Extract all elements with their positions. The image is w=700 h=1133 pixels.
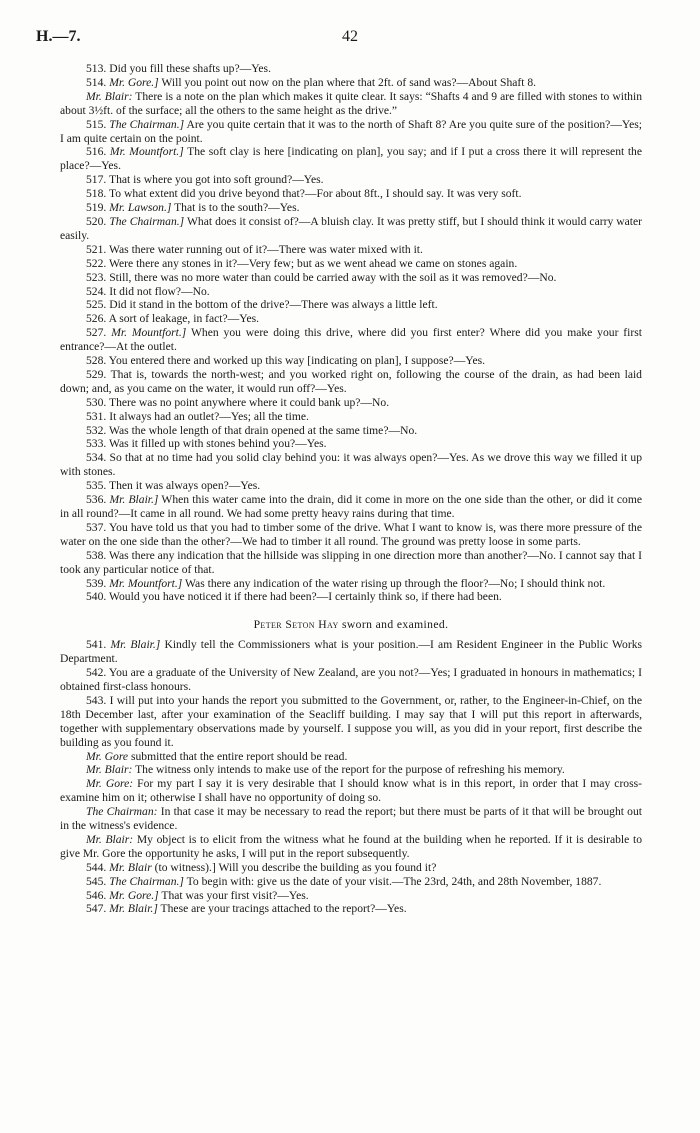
question-paragraph (60, 638, 642, 666)
question-paragraph (60, 118, 642, 146)
question-paragraph (60, 889, 642, 903)
question-text: Was there any indication that the hillside was slipping in one direction more than another?—No. I cannot say that I took any particular notice of that. (60, 548, 642, 576)
question-paragraph (60, 833, 642, 861)
question-text: The witness only intends to make use of the report for the purpose of refreshing his memory. (135, 763, 565, 777)
speaker-name: The Chairman.] (109, 874, 184, 888)
question-text: Was it filled up with stones behind you?—Yes. (109, 437, 327, 451)
question-number: 529. (86, 367, 107, 381)
speaker-name: Mr. Mountfort.] (109, 145, 184, 159)
speaker-name: Mr. Mountfort.] (109, 576, 183, 590)
speaker-name: The Chairman.] (109, 214, 185, 228)
question-paragraph (60, 173, 642, 187)
question-number: 526. (86, 312, 107, 326)
question-text: Still, there was no more water than could be carried away with the soil as it was removed?—No. (109, 270, 557, 284)
testimony-section-2 (60, 638, 642, 916)
question-number: 540. (86, 590, 107, 604)
question-text: To what extent did you drive beyond that?—For about 8ft., I should say. It was very soft. (109, 187, 522, 201)
question-number: 539. (86, 576, 107, 590)
question-text: That was your first visit?—Yes. (161, 888, 309, 902)
speaker-name: Mr. Gore.] (109, 75, 159, 89)
question-paragraph (60, 145, 642, 173)
question-number: 533. (86, 437, 107, 451)
speaker-name: Mr. Gore: (86, 777, 134, 791)
question-number: 542. (86, 666, 107, 680)
question-number: 545. (86, 874, 107, 888)
question-text: These are your tracings attached to the report?—Yes. (160, 902, 407, 916)
question-text: I will put into your hands the report you submitted to the Government, or, rather, to the Engineer-in-Chief, on the 18th December last, after your examination of the Seacliff building. I may say that I will put this report in afterwards, together with supplementary observations made by yourself. I suppose you will, as you did in your report, first describe the building as you found it. (60, 693, 642, 749)
question-paragraph (60, 215, 642, 243)
question-paragraph (60, 861, 642, 875)
document-reference: H.—7. (36, 28, 81, 45)
question-paragraph (60, 493, 642, 521)
question-text: There is a note on the plan which makes it quite clear. It says: “Shafts 4 and 9 are filled with stones to within about 3½ft. of the surface; all the others to the same height as the drive.” (60, 89, 642, 117)
question-paragraph (60, 312, 642, 326)
speaker-name: Mr. Lawson.] (109, 201, 172, 215)
question-number: 525. (86, 298, 107, 312)
question-text: Did you fill these shafts up?—Yes. (109, 62, 271, 75)
question-text: In that case it may be necessary to read the report; but there must be parts of it that will be brought out in the witness's evidence. (60, 805, 642, 833)
question-text: So that at no time had you solid clay behind you: it was always open?—Yes. As we drove this way we filled it up with stones. (60, 451, 642, 479)
question-text: It always had an outlet?—Yes; all the time. (109, 409, 309, 423)
question-paragraph (60, 410, 642, 424)
question-text: Was the whole length of that drain opened at the same time?—No. (109, 423, 418, 437)
speaker-name: Mr. Blair (109, 860, 152, 874)
question-paragraph (60, 902, 642, 916)
question-number: 535. (86, 479, 107, 493)
question-number: 546. (86, 888, 107, 902)
question-number: 519. (86, 201, 107, 215)
question-text: To begin with: give us the date of your visit.—The 23rd, 24th, and 28th November, 1887. (186, 874, 602, 888)
question-text: When this water came into the drain, did it come in more on the one side than the other, or did it come in all round?—It came in all round. We had some pretty heavy rains during that time. (60, 493, 642, 520)
question-text: The soft clay is here [indicating on plan], you say; and if I put a cross there it will represent the place?—Yes. (60, 145, 642, 173)
question-number: 538. (86, 548, 107, 562)
question-paragraph (60, 326, 642, 354)
question-number: 527. (86, 326, 107, 340)
question-text: For my part I say it is very desirable that I should know what is in this report, in order that I may cross-examine him on it; otherwise I shall have no opportunity of doing so. (60, 777, 642, 805)
question-text: submitted that the entire report should be read. (130, 749, 348, 763)
speaker-name: Mr. Mountfort.] (111, 326, 187, 340)
question-number: 537. (86, 520, 107, 534)
speaker-name: Mr. Blair: (86, 89, 133, 103)
question-text: What does it consist of?—A bluish clay. It was pretty stiff, but I should think it would carry water easily. (60, 214, 642, 242)
question-text: There was no point anywhere where it could bank up?—No. (109, 395, 390, 409)
speaker-name: Mr. Blair.] (109, 493, 159, 507)
question-number: 532. (86, 423, 107, 437)
question-text: It did not flow?—No. (109, 284, 210, 298)
question-number: 520. (86, 214, 107, 228)
question-paragraph (60, 805, 642, 833)
question-paragraph (60, 354, 642, 368)
question-paragraph (60, 590, 642, 604)
question-number: 524. (86, 284, 107, 298)
speaker-name: Mr. Blair.] (109, 902, 158, 916)
testimony-section-1 (60, 62, 642, 604)
question-text: You have told us that you had to timber some of the drive. What I want to know is, was there more pressure of the water on the one side than the other?—We had to timber it all round. The ground was pretty loose in some parts. (60, 520, 642, 548)
question-paragraph (60, 666, 642, 694)
question-text: That is, towards the north-west; and you worked right on, following the course of the drain, as had been laid down; and, as you came on the water, it would run off?—Yes. (60, 367, 642, 395)
question-paragraph (60, 62, 642, 76)
speaker-name: Mr. Blair: (86, 832, 134, 846)
question-number: 541. (86, 638, 107, 652)
question-paragraph (60, 875, 642, 889)
question-number: 521. (86, 242, 107, 256)
question-text: Did it stand in the bottom of the drive?—There was always a little left. (109, 298, 438, 312)
question-text: A sort of leakage, in fact?—Yes. (108, 312, 260, 326)
question-text: (to witness).] Will you describe the building as you found it? (154, 860, 437, 874)
question-paragraph (60, 187, 642, 201)
question-text: My object is to elicit from the witness what he found at the building when he reported. If it is desirable to give Mr. Gore the opportunity he asks, I will put in the report subsequently. (60, 832, 642, 860)
speaker-name: Mr. Gore (86, 749, 129, 763)
question-number: 544. (86, 860, 107, 874)
question-text: Kindly tell the Commissioners what is your position.—I am Resident Engineer in the Public Works Department. (60, 638, 642, 666)
question-paragraph (60, 298, 642, 312)
question-paragraph (60, 90, 642, 118)
witness-heading-rest: sworn and examined. (338, 618, 449, 632)
question-number: 547. (86, 902, 107, 916)
document-body (60, 62, 642, 916)
question-text: Was there water running out of it?—There was water mixed with it. (109, 242, 423, 256)
witness-name: Peter Seton Hay (253, 618, 339, 632)
question-paragraph (60, 271, 642, 285)
question-text: Would you have noticed it if there had been?—I certainly think so, if there had been. (109, 590, 502, 604)
question-text: Was there any indication of the water rising up through the floor?—No; I should think not. (185, 576, 606, 590)
question-number: 531. (86, 409, 107, 423)
speaker-name: Mr. Blair.] (110, 638, 161, 652)
question-number: 534. (86, 451, 107, 465)
question-text: That is to the south?—Yes. (174, 201, 300, 215)
question-text: You are a graduate of the University of New Zealand, are you not?—Yes; I graduated in honours in mathematics; I obtained first-class honours. (60, 666, 642, 693)
question-paragraph (60, 777, 642, 805)
question-number: 523. (86, 270, 107, 284)
page-header (36, 28, 664, 50)
speaker-name: Mr. Gore.] (109, 888, 159, 902)
question-paragraph (60, 577, 642, 591)
question-paragraph (60, 257, 642, 271)
question-paragraph (60, 243, 642, 257)
question-text: That is where you got into soft ground?—Yes. (109, 173, 324, 187)
question-number: 528. (86, 354, 107, 368)
question-paragraph (60, 521, 642, 549)
question-number: 515. (86, 117, 107, 131)
question-number: 543. (86, 693, 107, 707)
speaker-name: Mr. Blair: (86, 763, 133, 777)
question-number: 517. (86, 173, 107, 187)
question-text: Are you quite certain that it was to the north of Shaft 8? Are you quite sure of the position?—Yes; I am quite certain on the point. (60, 117, 642, 145)
question-paragraph (60, 750, 642, 764)
question-text: Were there any stones in it?—Very few; but as we went ahead we came on stones again. (109, 256, 518, 270)
question-number: 516. (86, 145, 107, 159)
question-text: Will you point out now on the plan where that 2ft. of sand was?—About Shaft 8. (161, 75, 537, 89)
speaker-name: The Chairman: (86, 805, 158, 819)
page-number: 42 (342, 28, 358, 45)
question-paragraph (60, 396, 642, 410)
question-paragraph (60, 451, 642, 479)
question-paragraph (60, 479, 642, 493)
question-text: Then it was always open?—Yes. (109, 479, 261, 493)
question-paragraph (60, 437, 642, 451)
question-number: 536. (86, 493, 107, 507)
question-paragraph (60, 368, 642, 396)
question-paragraph (60, 201, 642, 215)
question-paragraph (60, 694, 642, 750)
question-text: When you were doing this drive, where did you first enter? Where did you make your first entrance?—At the outlet. (60, 326, 642, 354)
question-paragraph (60, 424, 642, 438)
question-number: 522. (86, 256, 107, 270)
question-number: 518. (86, 187, 107, 201)
speaker-name: The Chairman.] (109, 117, 185, 131)
witness-heading (60, 618, 642, 632)
question-number: 514. (86, 75, 107, 89)
question-paragraph (60, 549, 642, 577)
question-paragraph (60, 76, 642, 90)
question-number: 530. (86, 395, 107, 409)
question-paragraph (60, 763, 642, 777)
question-number: 513. (86, 62, 107, 75)
question-text: You entered there and worked up this way [indicating on plan], I suppose?—Yes. (108, 354, 486, 368)
question-paragraph (60, 285, 642, 299)
